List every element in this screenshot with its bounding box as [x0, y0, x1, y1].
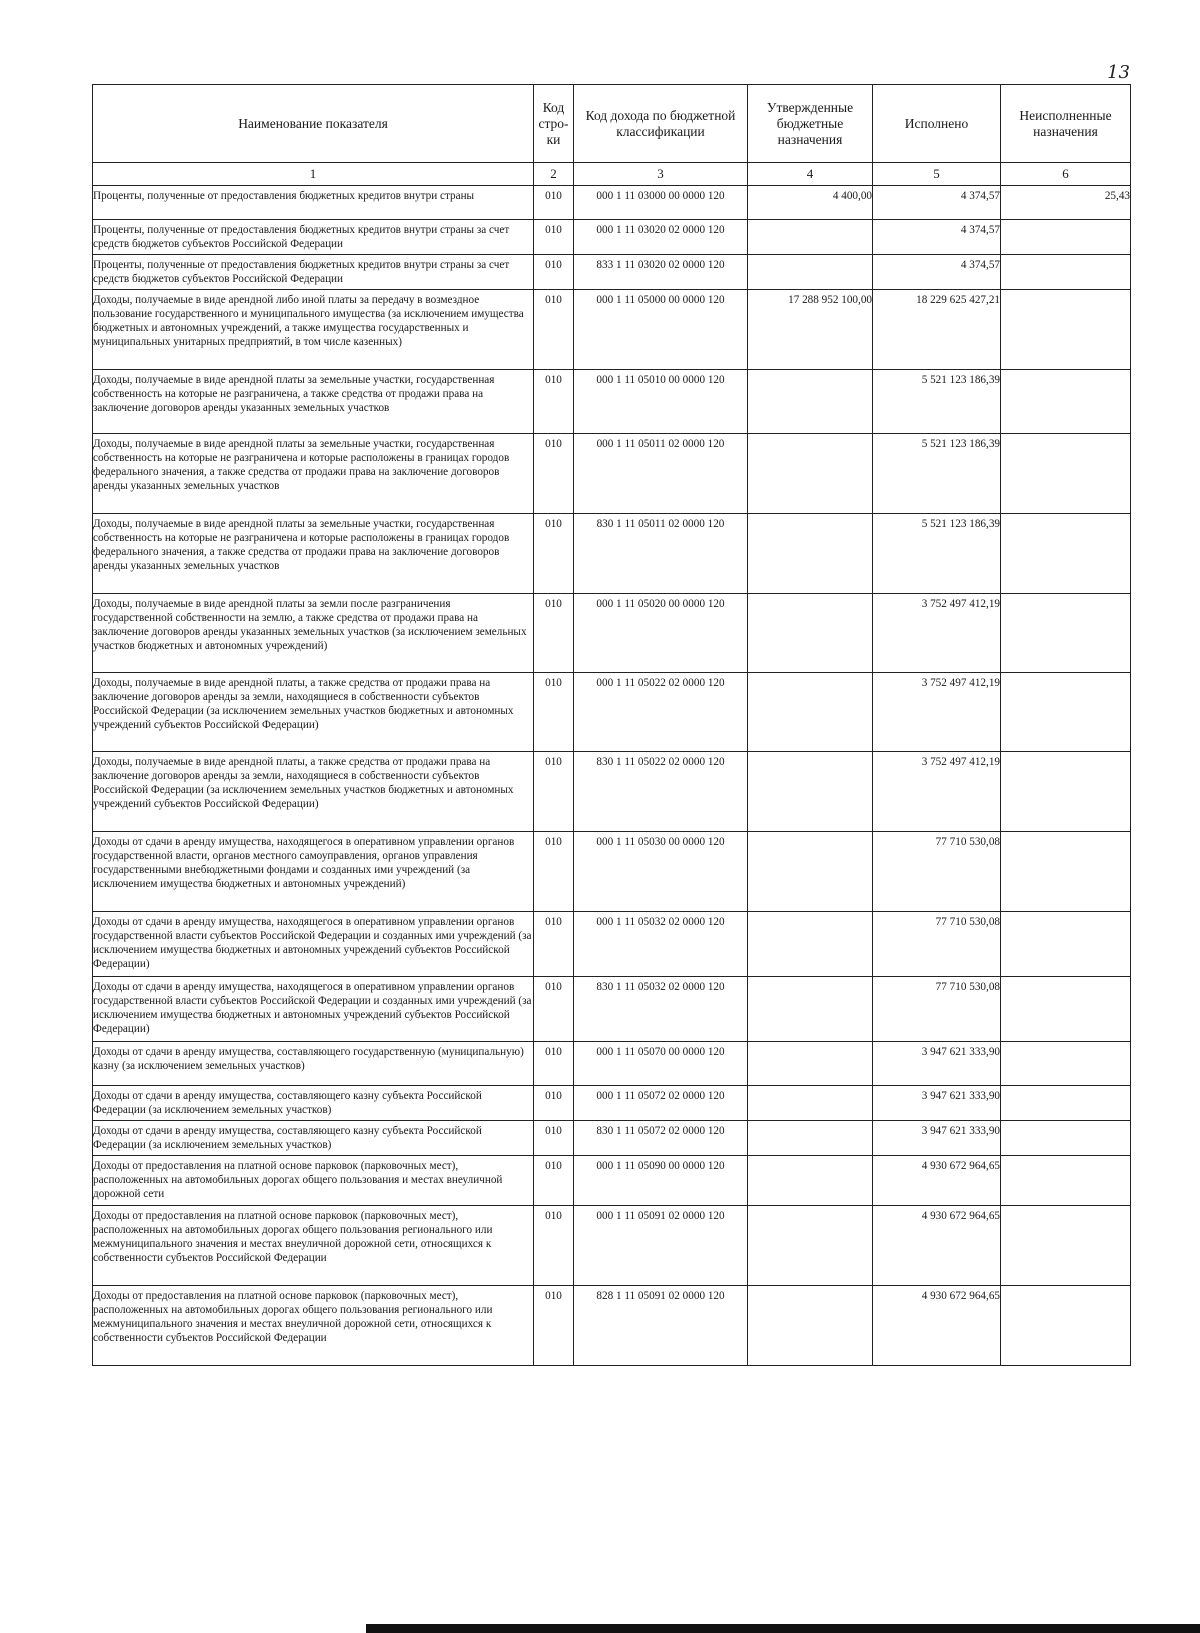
row-unexecuted	[1001, 752, 1131, 832]
row-unexecuted	[1001, 1206, 1131, 1286]
row-approved	[748, 434, 873, 514]
table-row	[93, 594, 1131, 673]
row-approved	[748, 370, 873, 434]
table-row	[93, 912, 1131, 977]
row-approved	[748, 1286, 873, 1366]
row-executed: 4 930 672 964,65	[873, 1156, 1001, 1206]
row-executed: 77 710 530,08	[873, 977, 1001, 1042]
row-approved	[748, 594, 873, 673]
row-approved	[748, 752, 873, 832]
row-unexecuted	[1001, 514, 1131, 594]
row-name: Проценты, полученные от предоставления бюджетных кредитов внутри страны	[93, 186, 534, 220]
row-unexecuted	[1001, 1121, 1131, 1156]
row-unexecuted	[1001, 220, 1131, 255]
table-row	[93, 752, 1131, 832]
row-line-code: 010	[534, 220, 574, 255]
table-row	[93, 434, 1131, 514]
column-number: 6	[1001, 163, 1131, 186]
table-row	[93, 1286, 1131, 1366]
row-name: Доходы от сдачи в аренду имущества, находящегося в оперативном управлении органов государственной власти субъектов Российской Федерации и созданных ими учреждений (за исключением имущества бюджетных и автономных учреждений субъектов Российской Федерации)	[93, 977, 534, 1042]
column-number: 3	[574, 163, 748, 186]
header-indicator-name: Наименование показателя	[93, 85, 534, 163]
table-body	[93, 186, 1131, 1366]
column-number: 5	[873, 163, 1001, 186]
row-line-code: 010	[534, 752, 574, 832]
row-name: Доходы, получаемые в виде арендной платы, а также средства от продажи права на заключение договоров аренды за земли, находящиеся в собственности субъектов Российской Федерации (за исключением земельных участков бюджетных и автономных учреждений субъектов Российской Федерации)	[93, 673, 534, 752]
bottom-scan-edge	[366, 1624, 1200, 1633]
row-line-code: 010	[534, 1121, 574, 1156]
row-approved	[748, 255, 873, 290]
row-executed: 77 710 530,08	[873, 832, 1001, 912]
table-row	[93, 1086, 1131, 1121]
table-row	[93, 832, 1131, 912]
row-line-code: 010	[534, 370, 574, 434]
table-row	[93, 186, 1131, 220]
row-executed: 5 521 123 186,39	[873, 514, 1001, 594]
row-budget-code: 000 1 11 03000 00 0000 120	[574, 186, 748, 220]
row-approved	[748, 1086, 873, 1121]
row-unexecuted	[1001, 1042, 1131, 1086]
row-unexecuted	[1001, 434, 1131, 514]
row-unexecuted	[1001, 290, 1131, 370]
row-line-code: 010	[534, 1042, 574, 1086]
row-name: Доходы от сдачи в аренду имущества, находящегося в оперативном управлении органов государственной власти, органов местного самоуправления, органов управления государственными внебюджетными фондами и созданных ими учреждений (за исключением имущества бюджетных и автономных учреждений)	[93, 832, 534, 912]
row-executed: 4 930 672 964,65	[873, 1206, 1001, 1286]
row-executed: 77 710 530,08	[873, 912, 1001, 977]
row-budget-code: 830 1 11 05072 02 0000 120	[574, 1121, 748, 1156]
row-budget-code: 000 1 11 05030 00 0000 120	[574, 832, 748, 912]
row-budget-code: 830 1 11 05022 02 0000 120	[574, 752, 748, 832]
row-budget-code: 000 1 11 05090 00 0000 120	[574, 1156, 748, 1206]
row-approved	[748, 912, 873, 977]
row-name: Доходы, получаемые в виде арендной платы, а также средства от продажи права на заключение договоров аренды за земли, находящиеся в собственности субъектов Российской Федерации (за исключением земельных участков бюджетных и автономных учреждений субъектов Российской Федерации)	[93, 752, 534, 832]
row-line-code: 010	[534, 434, 574, 514]
row-unexecuted	[1001, 832, 1131, 912]
row-executed: 4 374,57	[873, 220, 1001, 255]
row-name: Проценты, полученные от предоставления бюджетных кредитов внутри страны за счет средств бюджетов субъектов Российской Федерации	[93, 255, 534, 290]
row-name: Доходы от сдачи в аренду имущества, составляющего государственную (муниципальную) казну (за исключением земельных участков)	[93, 1042, 534, 1086]
row-unexecuted	[1001, 1086, 1131, 1121]
table-row	[93, 977, 1131, 1042]
table-row	[93, 1042, 1131, 1086]
row-budget-code: 000 1 11 05011 02 0000 120	[574, 434, 748, 514]
row-name: Доходы от предоставления на платной основе парковок (парковочных мест), расположенных на автомобильных дорогах общего пользования регионального или межмуниципального значения и местах внеуличной дорожной сети, относящихся к собственности субъектов Российской Федерации	[93, 1286, 534, 1366]
header-row	[93, 85, 1131, 163]
header-executed: Исполнено	[873, 85, 1001, 163]
header-unexecuted: Неисполненные назначения	[1001, 85, 1131, 163]
row-executed: 5 521 123 186,39	[873, 434, 1001, 514]
row-executed: 3 752 497 412,19	[873, 673, 1001, 752]
row-unexecuted	[1001, 255, 1131, 290]
row-unexecuted	[1001, 673, 1131, 752]
row-unexecuted	[1001, 1286, 1131, 1366]
row-line-code: 010	[534, 514, 574, 594]
row-name: Доходы, получаемые в виде арендной платы за земли после разграничения государственной собственности на землю, а также средства от продажи права на заключение договоров аренды указанных земельных участков (за исключением земельных участков бюджетных и автономных учреждений)	[93, 594, 534, 673]
row-approved	[748, 1042, 873, 1086]
row-budget-code: 000 1 11 05091 02 0000 120	[574, 1206, 748, 1286]
row-approved	[748, 1156, 873, 1206]
row-line-code: 010	[534, 1086, 574, 1121]
row-budget-code: 000 1 11 05032 02 0000 120	[574, 912, 748, 977]
table-row	[93, 1206, 1131, 1286]
revenue-table	[92, 84, 1131, 1366]
header-budget-classification: Код дохода по бюджетной классификации	[574, 85, 748, 163]
row-line-code: 010	[534, 255, 574, 290]
column-number-row	[93, 163, 1131, 186]
row-unexecuted: 25,43	[1001, 186, 1131, 220]
page-number: 13	[1107, 62, 1130, 83]
table-row	[93, 255, 1131, 290]
header-approved: Утвержденные бюджетные назначения	[748, 85, 873, 163]
row-line-code: 010	[534, 1286, 574, 1366]
row-line-code: 010	[534, 912, 574, 977]
row-budget-code: 828 1 11 05091 02 0000 120	[574, 1286, 748, 1366]
row-approved	[748, 514, 873, 594]
row-budget-code: 000 1 11 05000 00 0000 120	[574, 290, 748, 370]
row-approved: 4 400,00	[748, 186, 873, 220]
row-line-code: 010	[534, 186, 574, 220]
row-unexecuted	[1001, 370, 1131, 434]
header-line-code: Код стро-ки	[534, 85, 574, 163]
row-name: Доходы от предоставления на платной основе парковок (парковочных мест), расположенных на автомобильных дорогах общего пользования и местах внеуличной дорожной сети	[93, 1156, 534, 1206]
row-budget-code: 000 1 11 05022 02 0000 120	[574, 673, 748, 752]
row-budget-code: 830 1 11 05032 02 0000 120	[574, 977, 748, 1042]
row-budget-code: 000 1 11 05072 02 0000 120	[574, 1086, 748, 1121]
row-line-code: 010	[534, 832, 574, 912]
row-name: Доходы от сдачи в аренду имущества, составляющего казну субъекта Российской Федерации (за исключением земельных участков)	[93, 1121, 534, 1156]
row-budget-code: 833 1 11 03020 02 0000 120	[574, 255, 748, 290]
row-unexecuted	[1001, 1156, 1131, 1206]
row-approved	[748, 220, 873, 255]
row-unexecuted	[1001, 912, 1131, 977]
table-row	[93, 673, 1131, 752]
row-executed: 3 947 621 333,90	[873, 1086, 1001, 1121]
row-line-code: 010	[534, 977, 574, 1042]
table-row	[93, 370, 1131, 434]
table-row	[93, 220, 1131, 255]
table-row	[93, 514, 1131, 594]
row-name: Доходы, получаемые в виде арендной платы за земельные участки, государственная собственность на которые не разграничена и которые расположены в границах городов федерального значения, а также средства от продажи права на заключение договоров аренды указанных земельных участков	[93, 514, 534, 594]
row-name: Доходы от сдачи в аренду имущества, составляющего казну субъекта Российской Федерации (за исключением земельных участков)	[93, 1086, 534, 1121]
row-line-code: 010	[534, 1156, 574, 1206]
row-unexecuted	[1001, 594, 1131, 673]
row-approved	[748, 977, 873, 1042]
row-name: Доходы от предоставления на платной основе парковок (парковочных мест), расположенных на автомобильных дорогах общего пользования регионального или межмуниципального значения и местах внеуличной дорожной сети, относящихся к собственности субъектов Российской Федерации	[93, 1206, 534, 1286]
row-name: Доходы, получаемые в виде арендной платы за земельные участки, государственная собственность на которые не разграничена и которые расположены в границах городов федерального значения, а также средства от продажи права на заключение договоров аренды указанных земельных участков	[93, 434, 534, 514]
row-line-code: 010	[534, 594, 574, 673]
row-executed: 3 947 621 333,90	[873, 1121, 1001, 1156]
row-approved	[748, 1121, 873, 1156]
row-line-code: 010	[534, 1206, 574, 1286]
row-line-code: 010	[534, 673, 574, 752]
row-executed: 4 374,57	[873, 255, 1001, 290]
row-executed: 5 521 123 186,39	[873, 370, 1001, 434]
row-name: Доходы от сдачи в аренду имущества, находящегося в оперативном управлении органов государственной власти субъектов Российской Федерации и созданных ими учреждений (за исключением имущества бюджетных и автономных учреждений субъектов Российской Федерации)	[93, 912, 534, 977]
row-executed: 3 752 497 412,19	[873, 594, 1001, 673]
row-line-code: 010	[534, 290, 574, 370]
table-row	[93, 1156, 1131, 1206]
column-number: 2	[534, 163, 574, 186]
row-approved	[748, 1206, 873, 1286]
row-budget-code: 000 1 11 03020 02 0000 120	[574, 220, 748, 255]
row-executed: 3 752 497 412,19	[873, 752, 1001, 832]
row-name: Проценты, полученные от предоставления бюджетных кредитов внутри страны за счет средств бюджетов субъектов Российской Федерации	[93, 220, 534, 255]
row-unexecuted	[1001, 977, 1131, 1042]
row-executed: 4 374,57	[873, 186, 1001, 220]
column-number: 4	[748, 163, 873, 186]
table-row	[93, 290, 1131, 370]
row-approved	[748, 673, 873, 752]
row-executed: 4 930 672 964,65	[873, 1286, 1001, 1366]
row-approved	[748, 832, 873, 912]
row-name: Доходы, получаемые в виде арендной платы за земельные участки, государственная собственность на которые не разграничена, а также средства от продажи права на заключение договоров аренды указанных земельных участков	[93, 370, 534, 434]
row-executed: 18 229 625 427,21	[873, 290, 1001, 370]
row-budget-code: 830 1 11 05011 02 0000 120	[574, 514, 748, 594]
column-number: 1	[93, 163, 534, 186]
table-row	[93, 1121, 1131, 1156]
row-approved: 17 288 952 100,00	[748, 290, 873, 370]
row-executed: 3 947 621 333,90	[873, 1042, 1001, 1086]
row-name: Доходы, получаемые в виде арендной либо иной платы за передачу в возмездное пользование государственного и муниципального имущества (за исключением имущества бюджетных и автономных учреждений, а также имущества государственных и муниципальных унитарных предприятий, в том числе казенных)	[93, 290, 534, 370]
row-budget-code: 000 1 11 05010 00 0000 120	[574, 370, 748, 434]
row-budget-code: 000 1 11 05020 00 0000 120	[574, 594, 748, 673]
row-budget-code: 000 1 11 05070 00 0000 120	[574, 1042, 748, 1086]
